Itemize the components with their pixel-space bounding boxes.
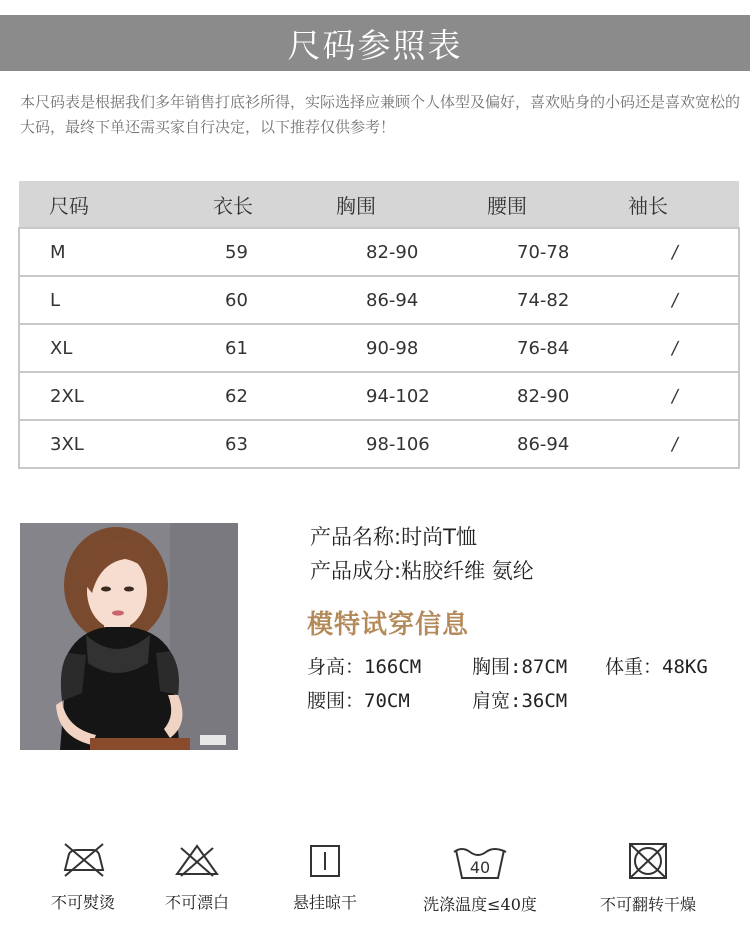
header-length: 衣长 — [195, 181, 336, 228]
title-bar — [0, 15, 750, 71]
wash-40-icon — [450, 840, 510, 882]
no-tumble-dry-icon — [624, 840, 672, 882]
table-row — [19, 372, 739, 420]
cell-bust: 98-106 — [336, 420, 487, 468]
product-name: 产品名称:时尚T恤 — [310, 525, 477, 549]
cell-sleeve: / — [670, 337, 680, 359]
cell-bust: 86-94 — [336, 276, 487, 324]
table-row — [19, 324, 739, 372]
cell-bust: 94-102 — [336, 372, 487, 420]
care-item — [40, 840, 126, 913]
cell-sleeve: / — [670, 433, 680, 455]
cell-sleeve: / — [670, 385, 680, 407]
cell-size: 2XL — [19, 372, 195, 420]
care-item — [588, 840, 708, 915]
cell-length: 60 — [195, 276, 336, 324]
model-illustration — [20, 523, 238, 750]
table-row — [19, 228, 739, 276]
cell-sleeve: / — [670, 241, 680, 263]
model-weight: 体重：48KG — [605, 656, 708, 678]
no-iron-icon — [59, 840, 107, 880]
page-title: 尺码参照表 — [287, 25, 463, 65]
cell-size: L — [19, 276, 195, 324]
model-measurements — [307, 650, 747, 718]
care-instructions — [0, 840, 750, 930]
cell-waist: 76-84 — [487, 324, 628, 372]
cell-size: M — [19, 228, 195, 276]
care-label: 不可漂白 — [164, 893, 229, 912]
table-row — [19, 420, 739, 468]
cell-length: 59 — [195, 228, 336, 276]
cell-length: 63 — [195, 420, 336, 468]
cell-waist: 70-78 — [487, 228, 628, 276]
cell-waist: 86-94 — [487, 420, 628, 468]
cell-length: 62 — [195, 372, 336, 420]
model-bust: 胸围:87CM — [472, 656, 568, 678]
cell-waist: 82-90 — [487, 372, 628, 420]
care-label: 洗涤温度≤40度 — [423, 895, 537, 914]
hang-dry-icon — [301, 840, 349, 880]
care-label: 不可翻转干燥 — [599, 895, 696, 914]
cell-bust: 90-98 — [336, 324, 487, 372]
size-intro-text: 本尺码表是根据我们多年销售打底衫所得，实际选择应兼顾个人体型及偏好，喜欢贴身的小码还是喜欢宽松的大码，最终下单还需买家自行决定，以下推荐仅供参考！ — [20, 93, 741, 136]
care-item — [154, 840, 240, 913]
wash-temperature: 40 — [469, 858, 491, 877]
cell-size: 3XL — [19, 420, 195, 468]
model-height: 身高：166CM — [307, 656, 422, 678]
table-row — [19, 276, 739, 324]
care-label: 不可熨烫 — [50, 893, 115, 912]
cell-waist: 74-82 — [487, 276, 628, 324]
cell-size: XL — [19, 324, 195, 372]
cell-bust: 82-90 — [336, 228, 487, 276]
header-bust: 胸围 — [336, 181, 487, 228]
header-sleeve: 袖长 — [628, 181, 739, 228]
model-waist: 腰围：70CM — [307, 690, 410, 712]
no-bleach-icon — [173, 840, 221, 880]
product-info — [310, 520, 740, 588]
header-size: 尺码 — [19, 181, 195, 228]
cell-sleeve: / — [670, 289, 680, 311]
cell-length: 61 — [195, 324, 336, 372]
model-photo — [20, 523, 238, 750]
model-info-title: 模特试穿信息 — [307, 610, 470, 640]
model-shoulder: 肩宽:36CM — [472, 690, 568, 712]
care-label: 悬挂晾干 — [292, 893, 357, 912]
care-item — [400, 840, 560, 915]
size-table — [18, 181, 740, 469]
care-item — [282, 840, 368, 913]
product-material: 产品成分:粘胶纤维 氨纶 — [310, 559, 534, 583]
table-header-row — [19, 181, 739, 228]
header-waist: 腰围 — [487, 181, 628, 228]
